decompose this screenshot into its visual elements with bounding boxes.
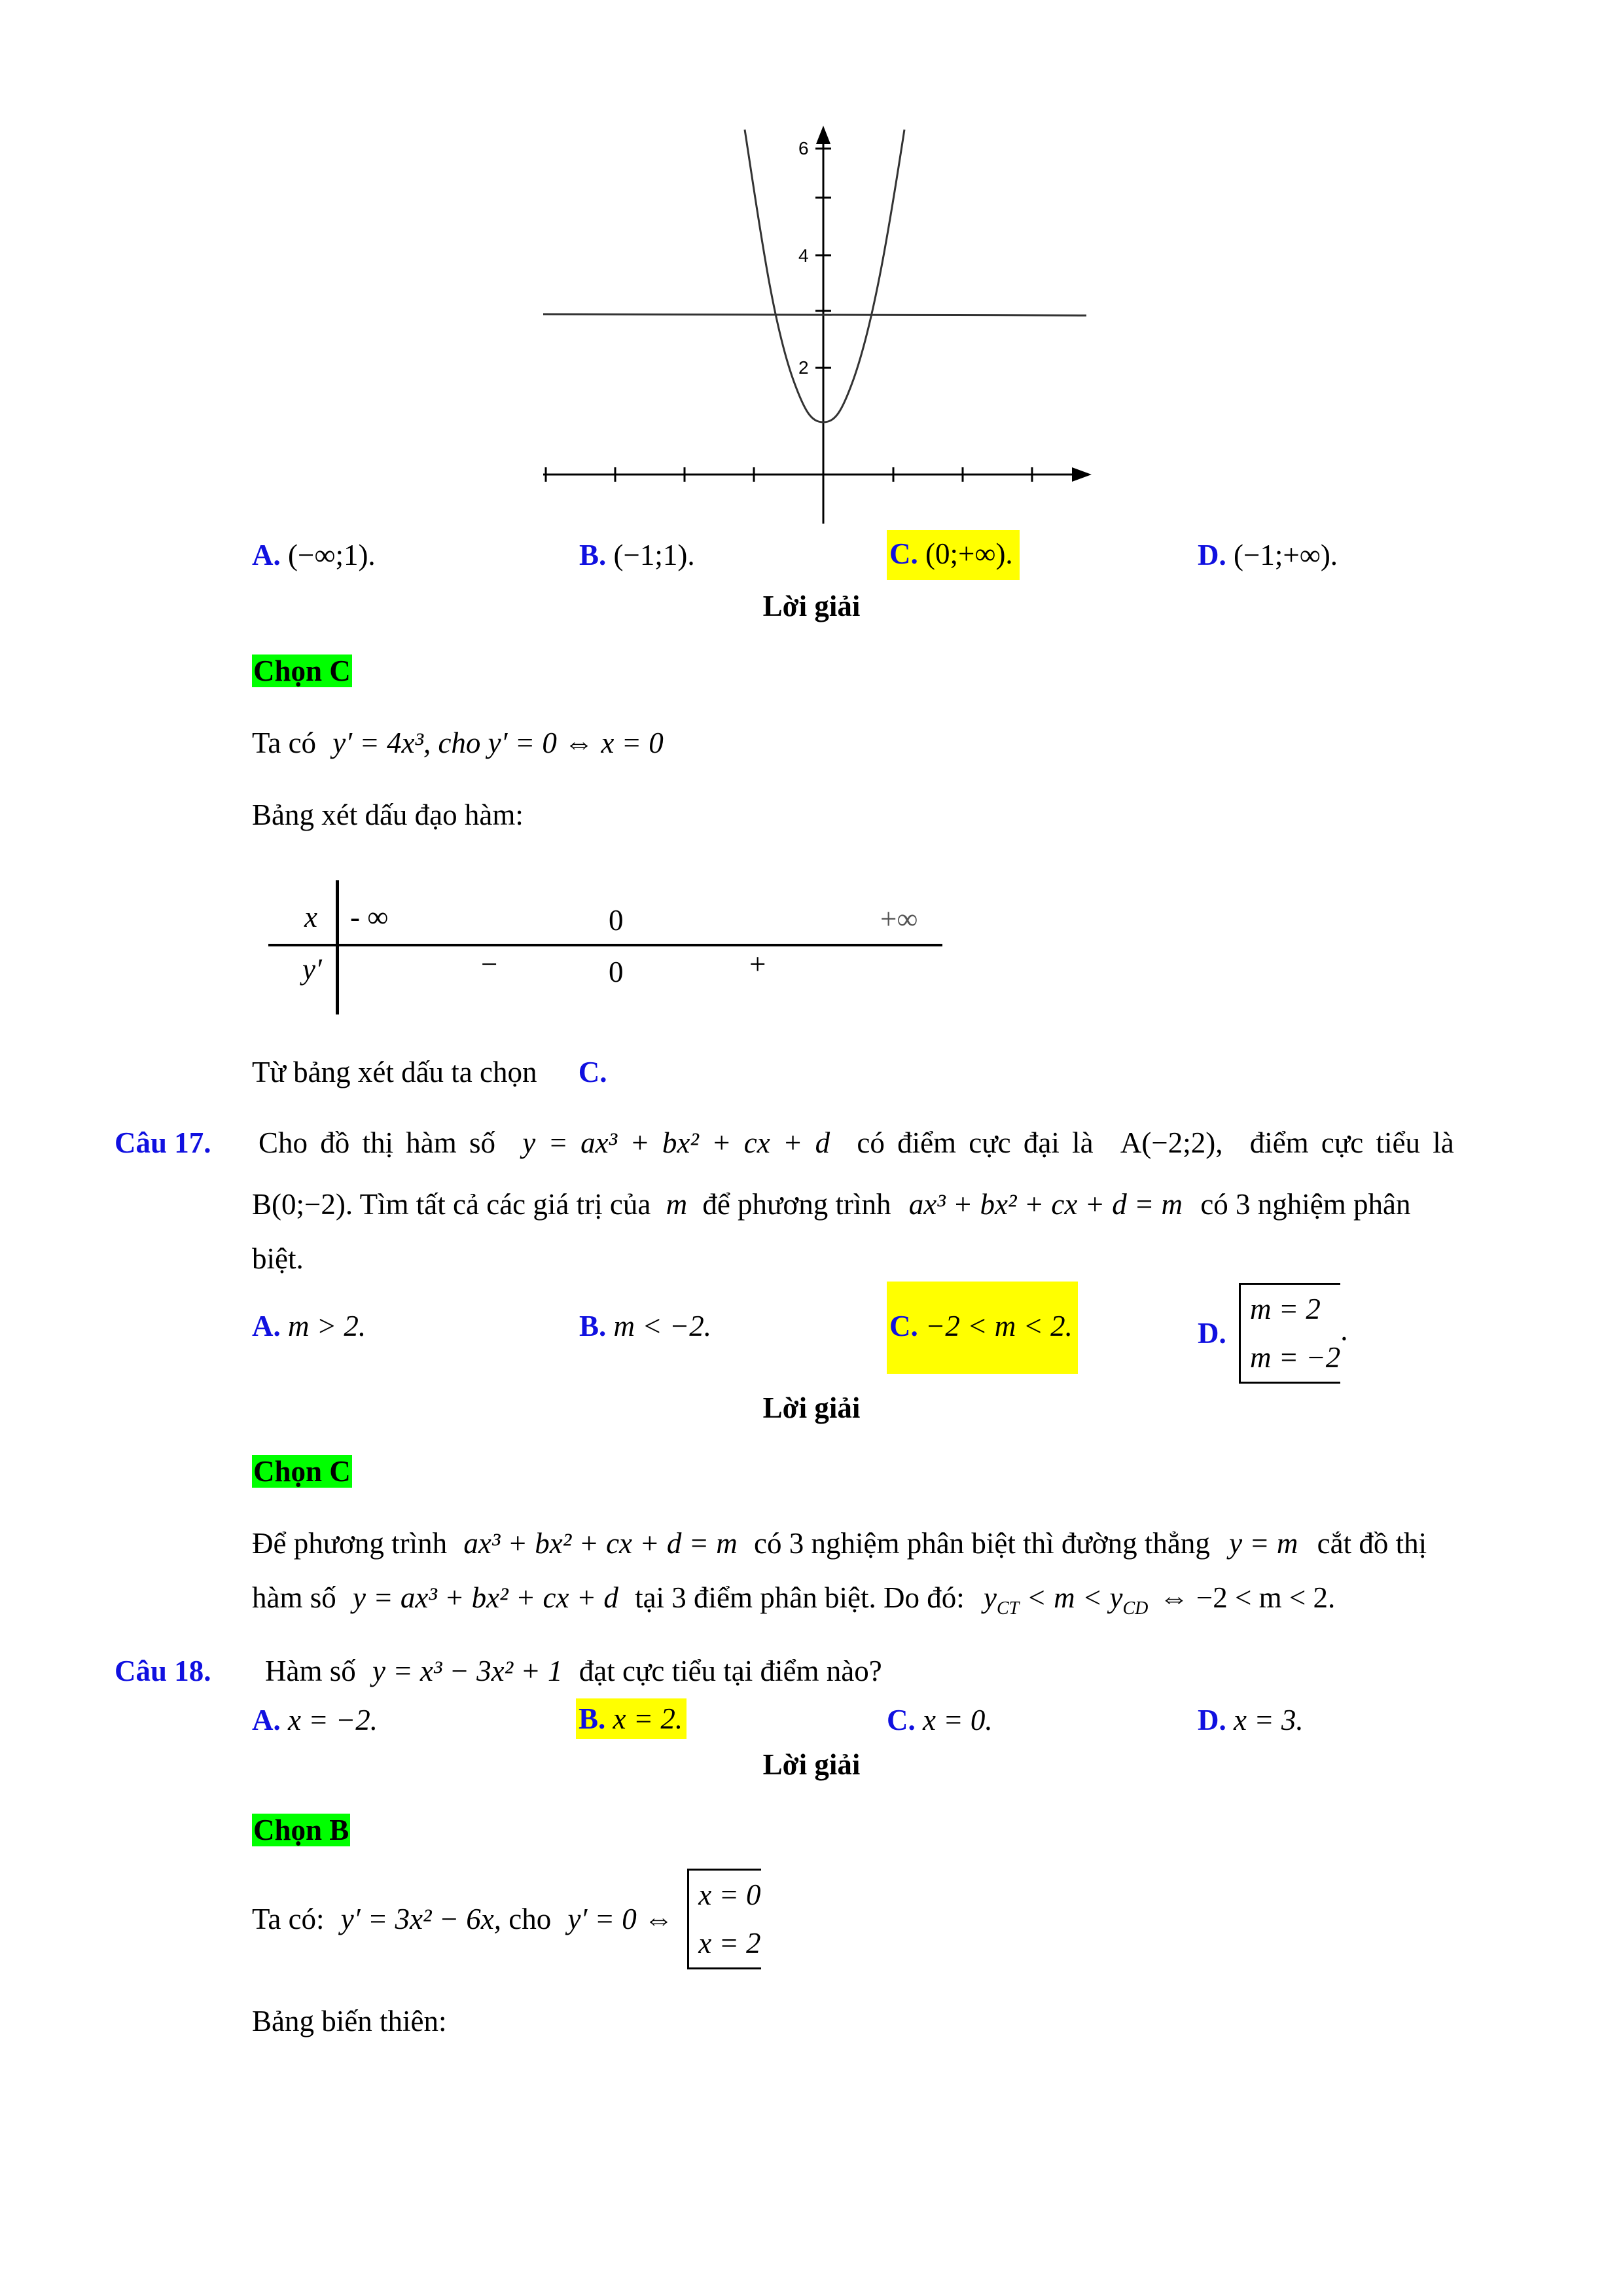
q16-option-c[interactable] xyxy=(887,530,1020,580)
math: ⇔ −2 < m < 2. xyxy=(1159,1581,1336,1614)
option-label: C. xyxy=(889,1310,918,1342)
sign-table-hline xyxy=(268,944,942,946)
text: Cho đồ thị hàm số xyxy=(259,1126,496,1159)
option-value: x = 0. xyxy=(923,1704,993,1736)
math: y′ = 0 ⇔ xyxy=(567,1903,673,1935)
q18-number: Câu 18. xyxy=(115,1655,211,1687)
q16-option-d[interactable] xyxy=(1198,537,1338,573)
math: y xyxy=(984,1581,997,1614)
y-tick-label-6: 6 xyxy=(798,138,809,158)
case-top: m = 2 xyxy=(1250,1293,1321,1325)
y-tick-label-4: 4 xyxy=(798,245,809,266)
q17-option-c[interactable] xyxy=(887,1282,1078,1374)
option-value-bracket xyxy=(1239,1283,1340,1384)
q16-answer-badge xyxy=(252,653,352,689)
option-label: A. xyxy=(252,1310,281,1342)
math: y′ = 3x² − 6x, xyxy=(340,1903,502,1935)
case-1: x = 0 xyxy=(698,1878,761,1911)
q17-option-a[interactable] xyxy=(252,1308,366,1344)
q17-stem-line1 xyxy=(259,1124,1502,1161)
math: y = x³ − 3x² + 1 xyxy=(372,1655,563,1687)
option-value: m < −2. xyxy=(613,1310,711,1342)
text: cắt đồ thị xyxy=(1317,1527,1427,1560)
function-graph xyxy=(537,124,1099,530)
y-tick-label-2: 2 xyxy=(798,357,809,378)
option-value: m > 2. xyxy=(288,1310,366,1342)
option-value: x = −2. xyxy=(288,1704,378,1736)
option-value: x = 2. xyxy=(613,1702,683,1735)
math: y = ax³ + bx² + cx + d xyxy=(353,1581,618,1614)
math: y′ = 4x³, cho y′ = 0 ⇔ x = 0 xyxy=(332,726,664,759)
option-label: B. xyxy=(579,1702,606,1735)
q17-sol-line1 xyxy=(252,1525,1427,1562)
sign-zero: 0 xyxy=(609,956,624,988)
text: Ta có: xyxy=(252,1903,325,1935)
q17-option-d[interactable] xyxy=(1198,1283,1347,1384)
q18-answer-badge xyxy=(252,1812,350,1848)
choose-b: Chọn B xyxy=(253,1814,349,1846)
q18-option-d[interactable] xyxy=(1198,1702,1304,1738)
option-label: D. xyxy=(1198,1704,1226,1736)
text: Ta có xyxy=(252,726,317,759)
option-value: −2 < m < 2. xyxy=(925,1310,1073,1342)
q17-stem-line2 xyxy=(252,1186,1411,1223)
math: y = ax³ + bx² + cx + d xyxy=(522,1126,830,1159)
q18-solution-heading: Lời giải xyxy=(762,1748,861,1781)
x-value-plus-inf: +∞ xyxy=(880,903,918,935)
q16-solution-heading: Lời giải xyxy=(762,590,861,622)
math: y = m xyxy=(1229,1527,1298,1560)
q18-option-c[interactable] xyxy=(887,1702,993,1738)
math: < m < y xyxy=(1026,1581,1123,1614)
case-bottom: m = −2 xyxy=(1250,1341,1341,1374)
text: Để phương trình xyxy=(252,1527,448,1560)
sign-plus: + xyxy=(749,948,766,980)
q17-solution-heading: Lời giải xyxy=(762,1391,861,1424)
option-label: B. xyxy=(579,1310,607,1342)
q18-option-b[interactable] xyxy=(576,1698,687,1739)
option-label: A. xyxy=(252,1704,281,1736)
q18-option-a[interactable] xyxy=(252,1702,378,1738)
y-axis-arrow xyxy=(816,126,830,144)
text: đạt cực tiểu tại điểm nào? xyxy=(579,1655,882,1687)
math-sub: CT xyxy=(996,1598,1020,1619)
text: có 3 nghiệm phân biệt thì đường thẳng xyxy=(754,1527,1210,1560)
x-label: x xyxy=(304,901,317,933)
option-label: D. xyxy=(1198,1317,1226,1350)
text: hàm số xyxy=(252,1581,336,1614)
option-value: (0;+∞). xyxy=(925,537,1013,570)
q17-option-b[interactable] xyxy=(579,1308,711,1344)
math: m xyxy=(666,1188,688,1221)
q17-answer-badge xyxy=(252,1453,352,1490)
choose-c: Chọn C xyxy=(253,1455,351,1488)
q16-sol-line3 xyxy=(252,1054,607,1090)
q17-sol-line2 xyxy=(252,1579,1335,1627)
option-label: B. xyxy=(579,539,607,571)
text: Tìm tất cả các giá trị của xyxy=(359,1188,651,1221)
text: Từ bảng xét dấu ta chọn xyxy=(252,1056,537,1088)
math: B(0;−2). xyxy=(252,1188,353,1221)
q18-sol-line2: Bảng biến thiên: xyxy=(252,2005,447,2037)
math: A(−2;2), xyxy=(1120,1126,1223,1159)
option-label: C. xyxy=(889,537,918,570)
text: điểm cực tiểu là xyxy=(1249,1126,1454,1159)
q16-sol-line2: Bảng xét dấu đạo hàm: xyxy=(252,798,524,831)
text: cho xyxy=(508,1903,552,1935)
sign-table-vline xyxy=(336,880,339,1014)
option-value: (−∞;1). xyxy=(288,539,376,571)
option-value: x = 3. xyxy=(1234,1704,1304,1736)
answer-c: C. xyxy=(578,1056,607,1088)
x-axis-arrow xyxy=(1072,467,1092,482)
q17-stem-line3: biệt. xyxy=(252,1242,304,1275)
option-value: (−1;+∞). xyxy=(1234,539,1338,571)
math: ax³ + bx² + cx + d = m xyxy=(463,1527,738,1560)
option-label: C. xyxy=(887,1704,916,1736)
q17-number: Câu 17. xyxy=(115,1126,211,1159)
math: ax³ + bx² + cx + d = m xyxy=(908,1188,1183,1221)
parabola-curve xyxy=(745,130,904,422)
q16-sol-line1 xyxy=(252,725,664,761)
solution-cases xyxy=(687,1869,760,1969)
q18-sol-line1 xyxy=(252,1869,761,1969)
q16-option-a[interactable] xyxy=(252,537,376,573)
text: để phương trình xyxy=(702,1188,891,1221)
choose-c: Chọn C xyxy=(253,655,351,687)
option-label: A. xyxy=(252,539,281,571)
q18-stem xyxy=(265,1653,882,1689)
x-value-zero: 0 xyxy=(609,904,624,937)
option-value: (−1;1). xyxy=(613,539,695,571)
sign-table xyxy=(268,880,942,1014)
text: tại 3 điểm phân biệt. Do đó: xyxy=(635,1581,965,1614)
option-label: D. xyxy=(1198,539,1226,571)
math-sub: CD xyxy=(1122,1598,1149,1619)
option-tail: . xyxy=(1340,1314,1348,1347)
text: có 3 nghiệm phân xyxy=(1200,1188,1411,1221)
horizontal-line xyxy=(543,314,1086,315)
sign-minus: − xyxy=(481,948,498,980)
y-prime-label: y′ xyxy=(302,953,322,986)
q16-option-b[interactable] xyxy=(579,537,695,573)
case-2: x = 2 xyxy=(698,1927,761,1960)
text: có điểm cực đại là xyxy=(857,1126,1094,1159)
x-value-minus-inf: - ∞ xyxy=(350,901,389,933)
text: Hàm số xyxy=(265,1655,356,1687)
